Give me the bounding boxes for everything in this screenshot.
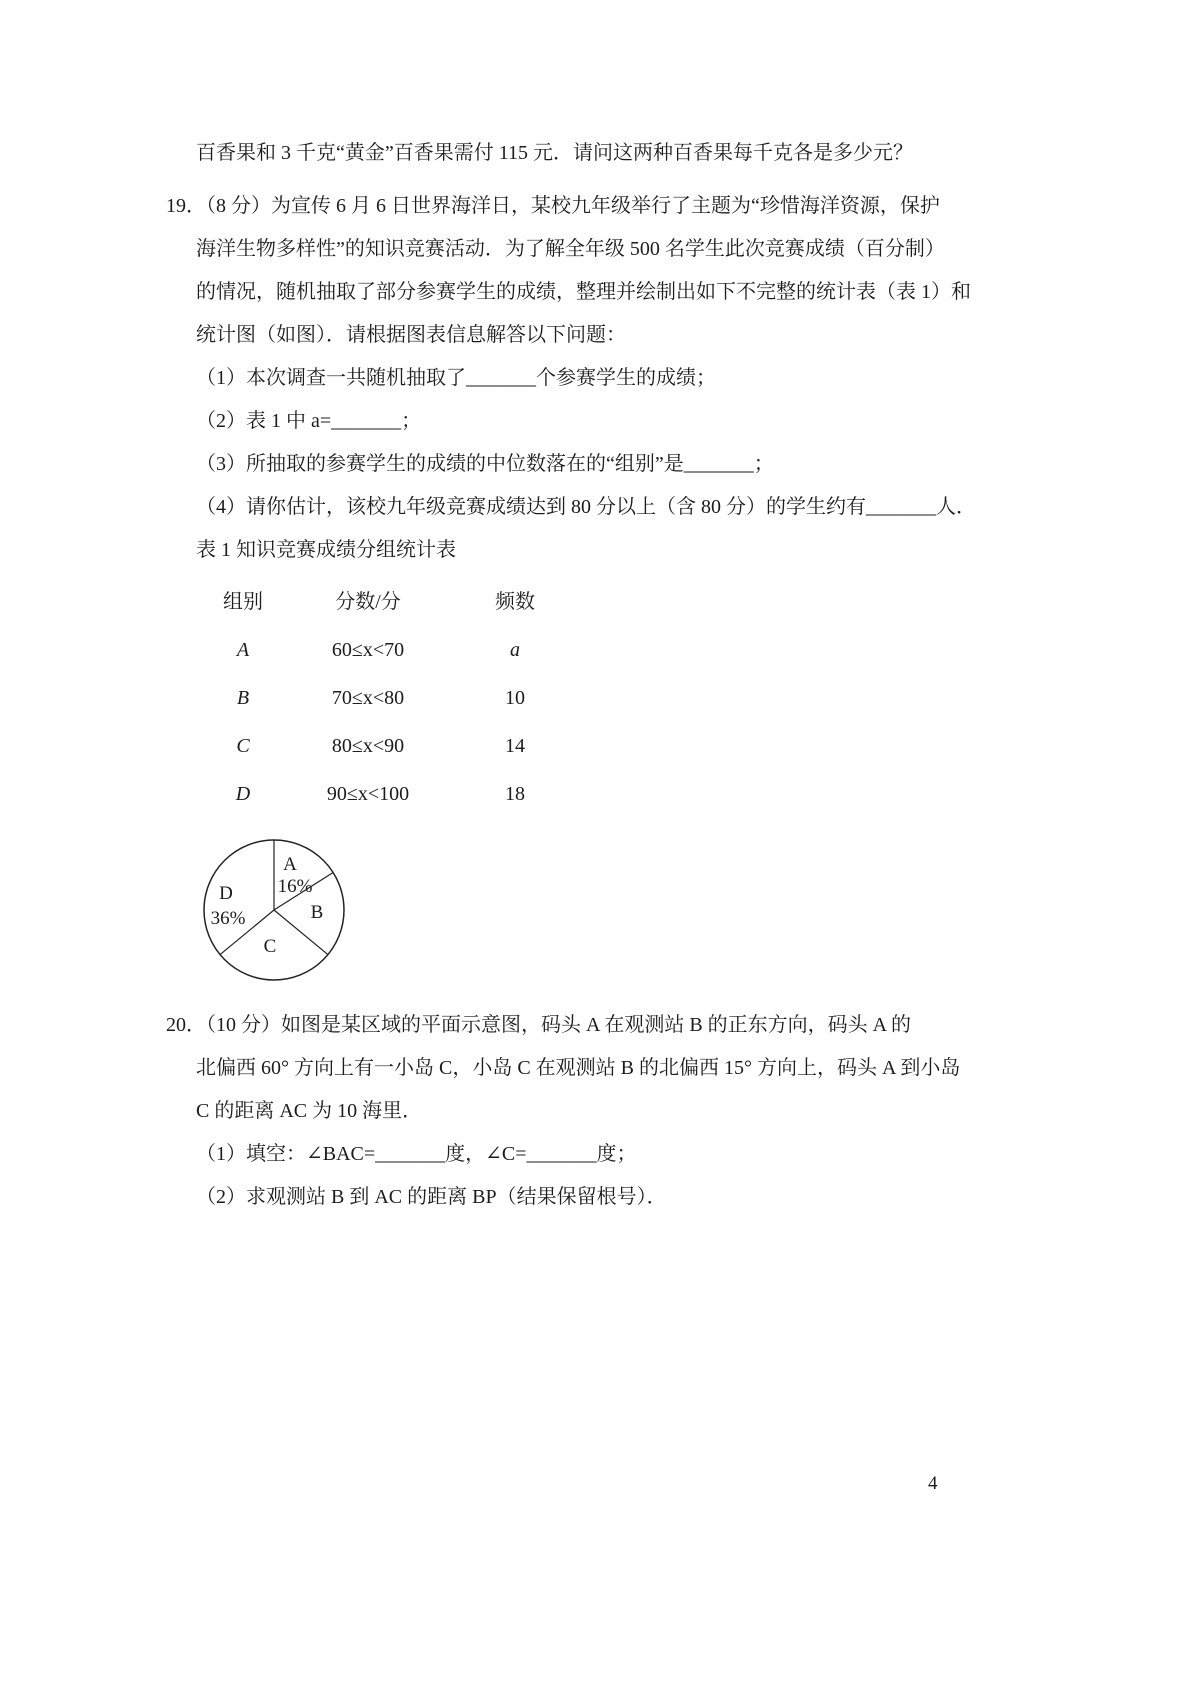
page-number: 4 <box>928 1473 938 1494</box>
q19-body-line: 海洋生物多样性”的知识竞赛活动．为了解全年级 500 名学生此次竞赛成绩（百分制） <box>196 238 945 260</box>
cell-freq: a <box>510 639 520 661</box>
cell-range: 60≤x<70 <box>331 639 405 661</box>
score-table <box>196 578 966 818</box>
pie-label-d: D <box>219 883 233 904</box>
table-row <box>196 722 966 770</box>
q19-item-1: （1）本次调查一共随机抽取了_______个参赛学生的成绩； <box>196 367 716 389</box>
pie-chart-container <box>196 832 361 984</box>
header-group: 组别 <box>223 591 263 613</box>
pie-label-d-pct: 36% <box>210 908 246 929</box>
table-row <box>196 626 966 674</box>
intro-line: 百香果和 3 千克“黄金”百香果需付 115 元．请问这两种百香果每千克各是多少元？ <box>196 142 914 164</box>
cell-range: 90≤x<100 <box>326 783 410 805</box>
table-row <box>196 770 966 818</box>
cell-freq: 18 <box>505 783 525 805</box>
table-row <box>196 674 966 722</box>
q19-item-3: （3）所抽取的参赛学生的成绩的中位数落在的“组别”是_______； <box>196 453 774 475</box>
pie-label-a: A <box>283 854 297 875</box>
q19-body-line: 的情况，随机抽取了部分参赛学生的成绩，整理并绘制出如下不完整的统计表（表 1）和 <box>196 281 971 303</box>
q19-table-title: 表 1 知识竞赛成绩分组统计表 <box>196 539 456 561</box>
pie-label-c: C <box>263 936 277 957</box>
q19-item-2: （2）表 1 中 a=_______； <box>196 410 422 432</box>
pie-chart <box>196 832 361 984</box>
question-20 <box>166 1004 966 1219</box>
pie-label-a-pct: 16% <box>277 876 313 897</box>
question-19 <box>166 185 976 984</box>
cell-group: C <box>236 735 250 757</box>
q20-item-2: （2）求观测站 B 到 AC 的距离 BP（结果保留根号）． <box>196 1186 667 1208</box>
cell-group: B <box>236 687 250 709</box>
cell-group: A <box>236 639 250 661</box>
page-content <box>166 132 976 1219</box>
q19-body-line: 统计图（如图）．请根据图表信息解答以下问题： <box>196 324 626 346</box>
header-range: 分数/分 <box>335 591 401 613</box>
q20-item-1: （1）填空：∠BAC=_______度，∠C=_______度； <box>196 1143 637 1165</box>
header-freq: 频数 <box>495 591 535 613</box>
cell-group: D <box>235 783 251 805</box>
pie-label-b: B <box>310 902 324 923</box>
q20-body-line: C 的距离 AC 为 10 海里． <box>196 1100 423 1122</box>
q19-item-4: （4）请你估计，该校九年级竞赛成绩达到 80 分以上（含 80 分）的学生约有_______人． <box>196 496 976 518</box>
cell-range: 80≤x<90 <box>331 735 405 757</box>
cell-range: 70≤x<80 <box>331 687 405 709</box>
q20-number-line: 20．（10 分）如图是某区域的平面示意图，码头 A 在观测站 B 的正东方向，码头 A 的 <box>166 1014 912 1036</box>
table-header-row <box>196 578 966 626</box>
q19-number-line: 19．（8 分）为宣传 6 月 6 日世界海洋日，某校九年级举行了主题为“珍惜海洋资源，保护 <box>166 195 940 217</box>
q20-body-line: 北偏西 60° 方向上有一小岛 C，小岛 C 在观测站 B 的北偏西 15° 方向上，码头 A 到小岛 <box>196 1057 961 1079</box>
cell-freq: 14 <box>505 735 525 757</box>
cell-freq: 10 <box>505 687 525 709</box>
